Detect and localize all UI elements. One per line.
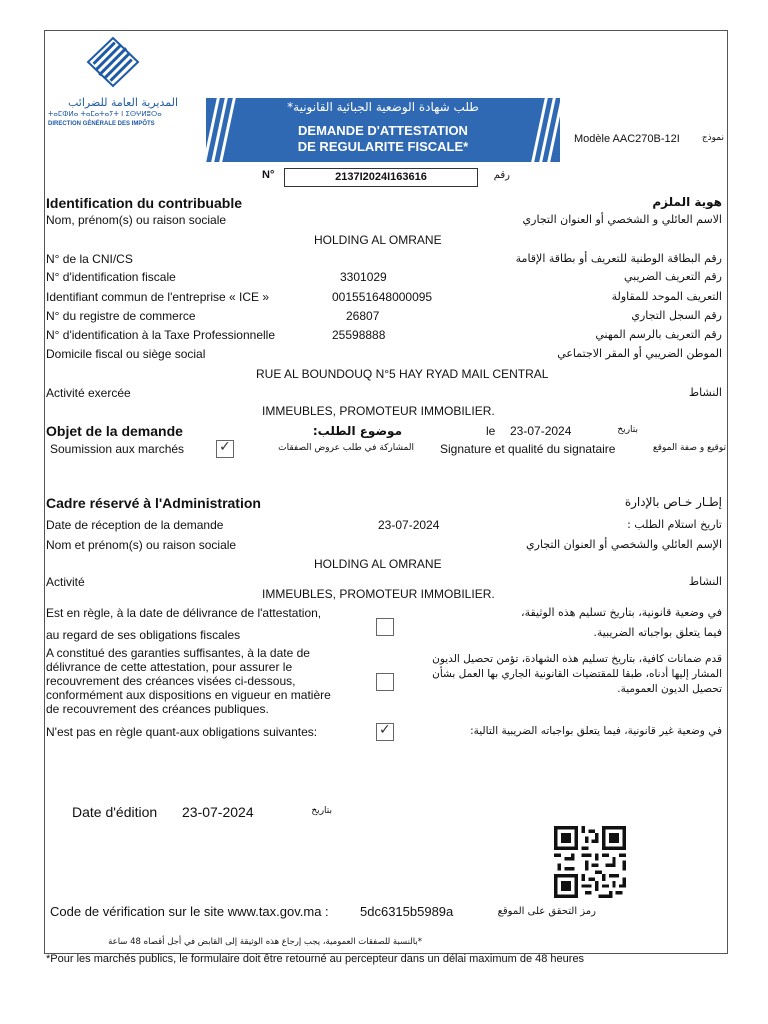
name-value: HOLDING AL OMRANE — [314, 233, 442, 247]
banner-title-french — [206, 123, 560, 155]
activite-label-arabic: النشاط — [688, 386, 722, 399]
ice-value: 001551648000095 — [332, 290, 433, 304]
if-value: 3301029 — [340, 270, 387, 284]
regle-arabic-line1: في وضعية قانونية، بتاريخ تسليم هذه الوثيقة، — [521, 606, 722, 619]
banner-title-arabic: طلب شهادة الوضعية الجبائية القانونية* — [287, 100, 479, 114]
logo-french-text: DIRECTION GÉNÉRALE DES IMPÔTS — [48, 121, 155, 127]
rc-label: N° du registre de commerce — [46, 309, 196, 323]
footnote-arabic: *بالنسبة للصفقات العمومية، يجب إرجاع هذه الوثيقة إلى القابض في أجل أقصاه 48 ساعة — [108, 937, 422, 947]
name-label: Nom, prénom(s) ou raison sociale — [46, 213, 227, 227]
non-regle-checkbox[interactable] — [376, 723, 394, 741]
verification-label: Code de vérification sur le site www.tax.gov.ma : — [50, 904, 329, 919]
garanties-line3: recouvrement des créances visées ci-dessous, — [46, 674, 296, 688]
logo-tifinagh-text: ⵜⴰⵎⵀⵍⴰ ⵜⴰⵎⴰⵜⴰⵢⵜ ⵏ ⵉⵙⵖⵍⵓⵔⴰ — [48, 110, 162, 118]
section-title-objet: Objet de la demande — [46, 423, 183, 439]
title-banner — [206, 98, 560, 162]
admin-activite-label-arabic: النشاط — [688, 575, 722, 588]
section-title-admin: Cadre réservé à l'Administration — [46, 495, 261, 511]
soumission-label: Soumission aux marchés — [50, 442, 185, 456]
dgi-logo-icon — [78, 36, 148, 96]
model-label-arabic: نموذج — [701, 133, 724, 143]
soumission-checkbox[interactable] — [216, 440, 234, 458]
qr-code-icon — [554, 826, 626, 898]
garanties-checkbox[interactable] — [376, 673, 394, 691]
footnote-french: *Pour les marchés publics, le formulaire doit être retourné au percepteur dans un délai maximum de 48 heures — [46, 953, 585, 965]
banner-title-line2: DE REGULARITE FISCALE* — [297, 139, 469, 154]
regle-arabic-line2: فيما يتعلق بواجباته الضريبية. — [593, 626, 722, 639]
banner-title-line1: DEMANDE D'ATTESTATION — [298, 123, 468, 138]
garanties-line1: A constitué des garanties suffisantes, à la date de — [46, 646, 310, 660]
rc-value: 26807 — [346, 309, 380, 323]
garanties-line2: délivrance de cette attestation, pour assurer le — [46, 660, 293, 674]
edition-label-arabic: بتاريخ — [311, 806, 332, 816]
soumission-label-arabic: المشاركة في طلب عروض الصفقات — [278, 443, 414, 453]
section-title-identification-arabic: هوية الملزم — [652, 195, 722, 209]
non-regle-label-arabic: في وضعية غير قانونية، فيما يتعلق بواجباته الضريبية التالية: — [470, 725, 722, 737]
ice-label-arabic: التعريف الموحد للمقاولة — [611, 290, 722, 303]
edition-label: Date d'édition — [72, 804, 158, 820]
admin-activite-value: IMMEUBLES, PROMOTEUR IMMOBILIER. — [262, 587, 495, 601]
signature-label: Signature et qualité du signataire — [440, 442, 616, 456]
admin-name-value: HOLDING AL OMRANE — [314, 557, 442, 571]
regle-line2: au regard de ses obligations fiscales — [46, 628, 241, 642]
section-title-objet-arabic: موضوع الطلب: — [312, 424, 402, 438]
garanties-arabic-line3: تحصيل الديون العمومية. — [617, 683, 722, 695]
domicile-label-arabic: الموطن الضريبي أو المقر الاجتماعي — [557, 347, 722, 360]
if-label: N° d'identification fiscale — [46, 270, 176, 284]
model-number: Modèle AAC270B-12I — [574, 133, 680, 145]
section-title-identification: Identification du contribuable — [46, 195, 242, 211]
reception-label: Date de réception de la demande — [46, 518, 224, 532]
garanties-text-arabic — [400, 652, 722, 697]
objet-date-value: 23-07-2024 — [510, 424, 572, 438]
name-label-arabic: الاسم العائلي و الشخصي أو العنوان التجاري — [522, 213, 722, 226]
rc-label-arabic: رقم السجل التجاري — [631, 309, 722, 322]
garanties-arabic-line1: قدم ضمانات كافية، بتاريخ تسليم هذه الشهادة، تؤمن تحصيل الديون — [432, 653, 722, 665]
activite-label: Activité exercée — [46, 386, 131, 400]
garanties-text — [46, 646, 356, 716]
objet-date-label-arabic: بتاريخ — [617, 425, 638, 435]
garanties-arabic-line2: المشار إليها أدناه، طبقا للمقتضيات القانونية الجاري بها العمل بشأن — [432, 668, 722, 680]
verification-label-arabic: رمز التحقق على الموقع — [497, 906, 596, 917]
signature-label-arabic: توقيع و صفة الموقع — [652, 443, 726, 453]
number-label: N° — [262, 169, 275, 181]
cni-label: N° de la CNI/CS — [46, 252, 133, 266]
reception-value: 23-07-2024 — [378, 518, 440, 532]
tp-label-arabic: رقم التعريف بالرسم المهني — [595, 328, 722, 341]
cni-label-arabic: رقم البطاقة الوطنية للتعريف أو بطاقة الإقامة — [515, 252, 722, 265]
ice-label: Identifiant commun de l'entreprise « ICE » — [46, 290, 270, 304]
number-label-arabic: رقم — [493, 170, 510, 181]
non-regle-label: N'est pas en règle quant-aux obligations suivantes: — [46, 725, 318, 739]
regle-checkbox[interactable] — [376, 618, 394, 636]
regle-line1: Est en règle, à la date de délivrance de l'attestation, — [46, 606, 322, 620]
document-number: 2137I2024I163616 — [284, 168, 478, 187]
if-label-arabic: رقم التعريف الضريبي — [623, 270, 722, 283]
section-title-admin-arabic: إطـار خـاص بالإدارة — [624, 495, 722, 509]
domicile-value: RUE AL BOUNDOUQ N°5 HAY RYAD MAIL CENTRAL — [256, 367, 549, 381]
logo-arabic-text: المديرية العامة للضرائب — [68, 96, 178, 109]
admin-name-label: Nom et prénom(s) ou raison sociale — [46, 538, 237, 552]
admin-activite-label: Activité — [46, 575, 85, 589]
tp-label: N° d'identification à la Taxe Professionnelle — [46, 328, 276, 342]
domicile-label: Domicile fiscal ou siège social — [46, 347, 206, 361]
tp-value: 25598888 — [332, 328, 386, 342]
reception-label-arabic: تاريخ استلام الطلب : — [627, 518, 722, 531]
garanties-line4: conformément aux dispositions en vigueur en matière — [46, 688, 331, 702]
garanties-line5: de recouvrement des créances publiques. — [46, 702, 269, 716]
edition-date: 23-07-2024 — [182, 804, 254, 820]
verification-code: 5dc6315b5989a — [360, 904, 454, 919]
admin-name-label-arabic: الإسم العائلي والشخصي أو العنوان التجاري — [526, 538, 722, 551]
activite-value: IMMEUBLES, PROMOTEUR IMMOBILIER. — [262, 404, 495, 418]
objet-date-label: le — [486, 424, 496, 438]
